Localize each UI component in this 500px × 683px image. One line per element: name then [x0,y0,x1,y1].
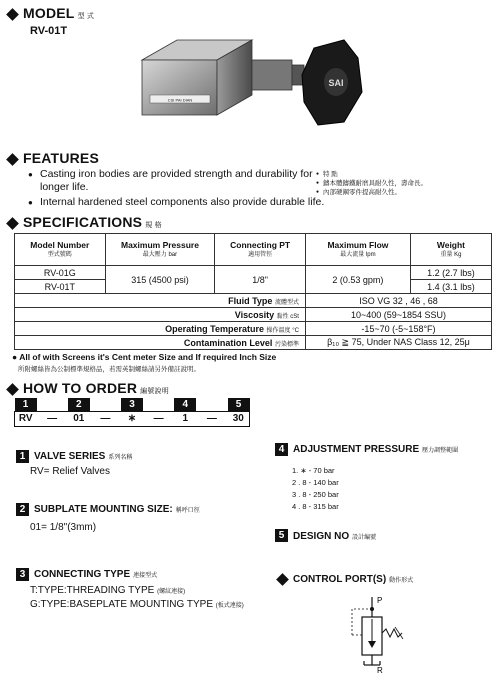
diamond-bullet-icon [6,217,19,230]
diamond-bullet-icon [6,8,19,21]
order-position-number: 4 [174,398,196,411]
port-p-label: P [377,596,383,605]
order-position-number: 1 [15,398,37,411]
plate-label: CSI PAI DIAN [167,97,193,103]
connecting-cell: 1/8" [215,266,306,294]
valve-series-title: VALVE SERIES 系列名稱 [34,451,133,462]
prop-label: Viscosity 黏性 cSt [15,308,306,322]
list-item: 1. ∗ - 70 bar [292,466,335,475]
prop-label: Operating Temperature 操作溫度 °C [15,322,306,336]
prop-value: 10~400 (59~1854 SSU) [305,308,491,322]
max-flow-cell: 2 (0.53 gpm) [305,266,410,294]
order-code: RV [15,411,37,426]
list-item: 2 . 8 - 140 bar [292,478,339,487]
diamond-bullet-icon [6,383,19,396]
subplate-text: 01= 1/8"(3mm) [30,522,97,533]
weight-cell: 1.2 (2.7 lbs) [410,266,491,280]
order-position-number: 3 [121,398,143,411]
prop-label: Fluid Type 流體型式 [15,294,306,308]
features-zh-title: ● 特 點 [316,170,486,179]
diamond-bullet-icon [6,153,19,166]
model-heading: MODEL 型 式 [8,5,94,21]
max-pressure-cell: 315 (4500 psi) [105,266,215,294]
model-cell: RV-01G [15,266,106,280]
adjustment-pressure-list [292,465,339,513]
features-heading: FEATURES [8,150,99,166]
spec-header: Maximum Pressure 最大壓力 bar [105,234,215,266]
section-number-badge: 3 [16,568,29,581]
order-code-table: 1 2 3 4 5 RV — 01 — ∗ — 1 — 30 [14,398,250,427]
spec-header: Model Number 型式號碼 [15,234,106,266]
screens-note: ● All of with Screens it's Cent meter Size and If required Inch Size [12,352,277,362]
features-zh-item: ● 內部硬鋼零件提高耐久性。 [316,188,486,197]
prop-value: β₁₀ ≧ 75, Under NAS Class 12, 25μ [305,336,491,350]
relief-valve-symbol [337,595,417,675]
spec-header: Maximum Flow 最大流量 lpm [305,234,410,266]
model-code: RV-01T [30,25,68,37]
port-r-label: R [377,666,383,675]
spec-header: Weight 重量 Kg [410,234,491,266]
order-code: ∗ [121,411,143,426]
valve-series-text: RV= Relief Valves [30,466,110,477]
connecting-type-title: CONNECTING TYPE 連接型式 [34,569,158,580]
list-item: 4 . 8 - 315 bar [292,502,339,511]
adjustment-pressure-title: ADJUSTMENT PRESSURE 壓力調整範圍 [293,444,459,455]
table-row [15,294,492,308]
features-list [28,168,328,211]
features-zh-item: ● 鑄本體鑄鐵耐磨具耐久性，壽命長。 [316,179,486,188]
table-row [15,322,492,336]
table-row [15,308,492,322]
section-number-badge: 2 [16,503,29,516]
connecting-type-line: G:TYPE:BASEPLATE MOUNTING TYPE (板式連接) [30,599,244,610]
order-position-number: 2 [68,398,90,411]
prop-value: ISO VG 32 , 46 , 68 [305,294,491,308]
section-number-badge: 4 [275,443,288,456]
features-zh [316,170,486,197]
subplate-title: SUBPLATE MOUNTING SIZE: 稱呼口徑 [34,504,200,515]
diamond-bullet-icon [276,573,289,586]
how-to-order-heading: HOW TO ORDER 編號說明 [8,380,169,396]
order-code: 1 [174,411,196,426]
knob-label: SAI [328,78,344,88]
specifications-heading: SPECIFICATIONS 規 格 [8,214,162,230]
product-photo [132,20,367,145]
design-no-title: DESIGN NO 設計編號 [293,531,377,542]
spec-header: Connecting PT 適用管徑 [215,234,306,266]
prop-label: Contamination Level 污染標準 [15,336,306,350]
table-row [15,336,492,350]
table-row [15,266,492,280]
specifications-table [14,233,492,350]
weight-cell: 1.4 (3.1 lbs) [410,280,491,294]
order-code: 30 [228,411,250,426]
section-number-badge: 1 [16,450,29,463]
section-number-badge: 5 [275,529,288,542]
list-item: 3 . 8 - 250 bar [292,490,339,499]
feature-item: ● Internal hardened steel components also provide durable life. [28,196,328,209]
order-code: 01 [68,411,90,426]
order-position-number: 5 [228,398,250,411]
spec-header-row [15,234,492,266]
screens-note-zh: 所附螺絲皆為公制標準規格品，若需英制螺絲請另外備註說明。 [18,366,200,373]
model-cell: RV-01T [15,280,106,294]
feature-item: ● Casting iron bodies are provided strength and durability for longer life. [28,168,328,194]
control-ports-title: CONTROL PORT(S) 動作形式 [278,574,413,585]
prop-value: -15~70 (-5~158°F) [305,322,491,336]
connecting-type-line: T:TYPE:THREADING TYPE (螺紋連接) [30,585,186,596]
